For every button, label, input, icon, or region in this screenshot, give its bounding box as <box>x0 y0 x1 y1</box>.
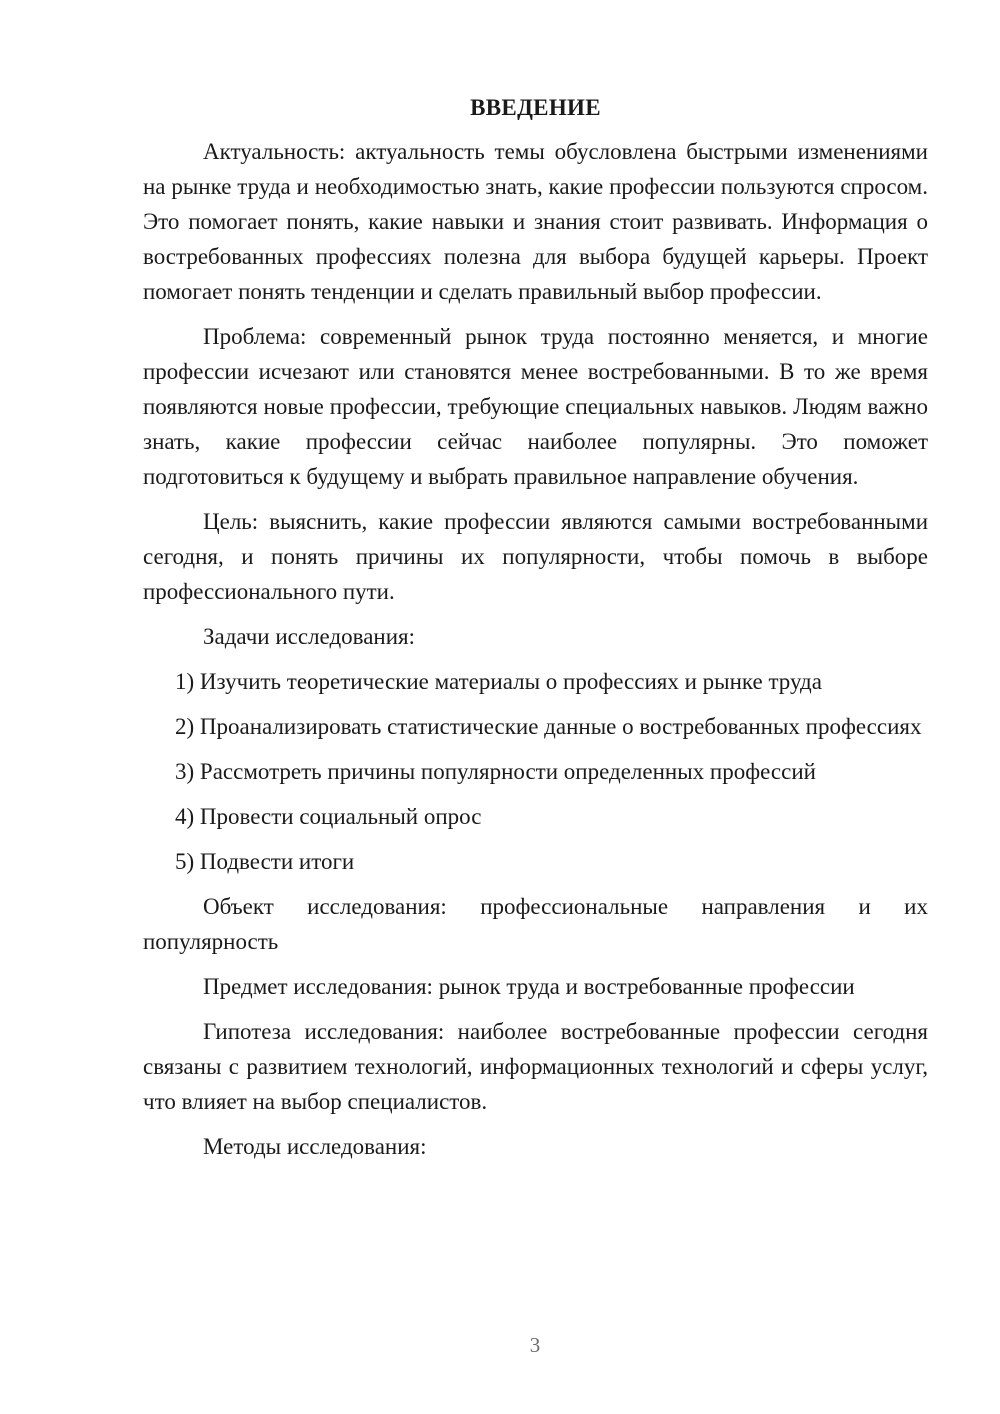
task-item: 1) Изучить теоретические материалы о профессиях и рынке труда <box>175 669 822 694</box>
task-item: 3) Рассмотреть причины популярности определенных профессий <box>175 759 816 784</box>
task-item: 2) Проанализировать статистические данные о востребованных профессиях <box>175 714 922 739</box>
section-heading: ВВЕДЕНИЕ <box>470 95 601 120</box>
methods-title: Методы исследования: <box>203 1134 427 1159</box>
page-number: 3 <box>529 1333 541 1357</box>
relevance-paragraph: Актуальность: актуальность темы обусловлена быстрыми изменениями на рынке труда и необходимостью знать, какие профессии пользуются спросом. Это помогает понять, какие навыки и знания стоит развивать. Информация о востребованных профессиях полезна для выбора будущей карьеры. Проект помогает понять тенденции и сделать правильный выбор профессии. <box>143 139 928 304</box>
goal-paragraph: Цель: выяснить, какие профессии являются самыми востребованными сегодня, и понять причины их популярности, чтобы помочь в выборе профессионального пути. <box>143 509 928 604</box>
hypothesis-paragraph: Гипотеза исследования: наиболее востребованные профессии сегодня связаны с развитием технологий, информационных технологий и сферы услуг, что влияет на выбор специалистов. <box>143 1019 928 1114</box>
subject-paragraph: Предмет исследования: рынок труда и востребованные профессии <box>203 974 855 999</box>
problem-paragraph: Проблема: современный рынок труда постоянно меняется, и многие профессии исчезают или становятся менее востребованными. В то же время появляются новые профессии, требующие специальных навыков. Людям важно знать, какие профессии сейчас наиболее популярны. Это поможет подготовиться к будущему и выбрать правильное направление обучения. <box>143 324 928 489</box>
object-paragraph: Объект исследования: профессиональные направления и их популярность <box>143 894 928 954</box>
tasks-title: Задачи исследования: <box>203 624 416 649</box>
task-item: 5) Подвести итоги <box>175 849 355 874</box>
task-item: 4) Провести социальный опрос <box>175 804 482 829</box>
document-page <box>143 90 928 1164</box>
